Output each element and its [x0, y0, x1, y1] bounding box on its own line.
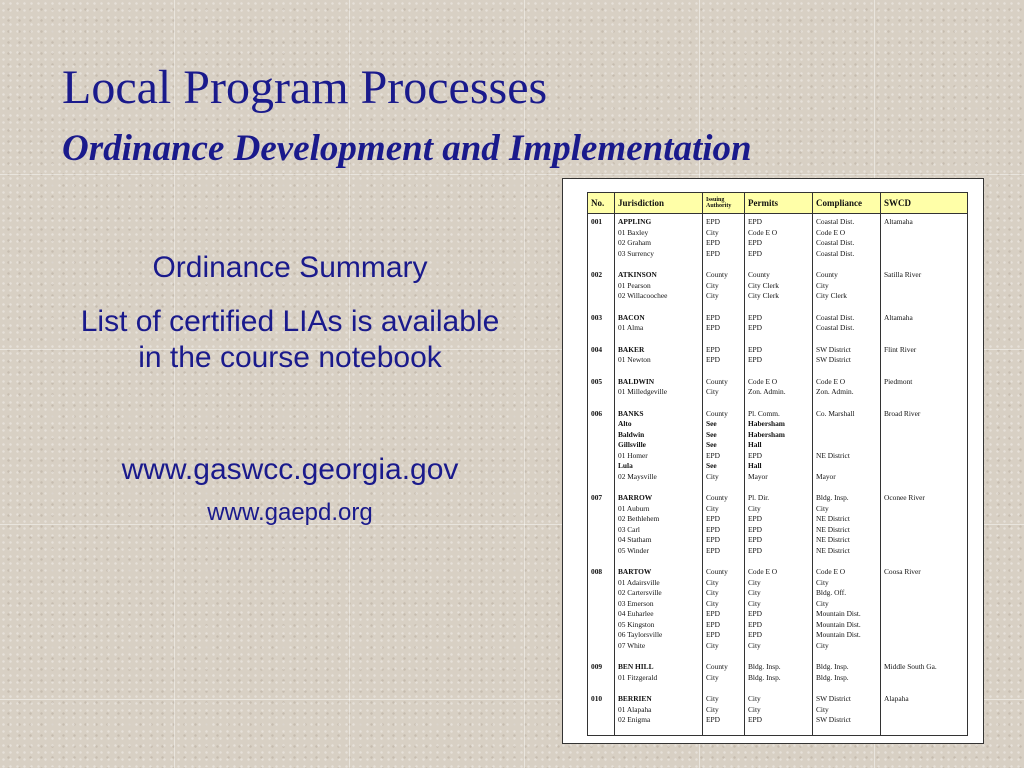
cell-compliance [813, 430, 881, 441]
cell-no [588, 609, 615, 620]
cell-issuing-authority: EPD [703, 343, 745, 356]
cell-permits: Pl. Dir. [745, 491, 813, 504]
cell-compliance: Code E O [813, 565, 881, 578]
table-row [588, 491, 968, 504]
cell-compliance: SW District [813, 343, 881, 356]
slide-subtitle: Ordinance Development and Implementation [62, 128, 752, 169]
cell-compliance: Bldg. Insp. [813, 491, 881, 504]
cell-permits: EPD [745, 525, 813, 536]
table-row [588, 514, 968, 525]
table-row [588, 620, 968, 631]
cell-no [588, 546, 615, 557]
cell-issuing-authority: City [703, 281, 745, 292]
cell-compliance: NE District [813, 514, 881, 525]
cell-permits: City [745, 504, 813, 515]
cell-compliance: Bldg. Insp. [813, 673, 881, 684]
cell-swcd [881, 451, 968, 462]
cell-jurisdiction: 01 Milledgeville [615, 387, 703, 398]
table-row [588, 451, 968, 462]
cell-compliance: NE District [813, 451, 881, 462]
cell-no [588, 281, 615, 292]
cell-swcd [881, 228, 968, 239]
cell-issuing-authority: City [703, 599, 745, 610]
cell-no: 009 [588, 660, 615, 673]
cell-jurisdiction: Gillsville [615, 440, 703, 451]
cell-no [588, 630, 615, 641]
table-row [588, 430, 968, 441]
cell-no [588, 430, 615, 441]
cell-compliance: Code E O [813, 375, 881, 388]
cell-no [588, 323, 615, 334]
cell-swcd: Piedmont [881, 375, 968, 388]
cell-jurisdiction: 01 Fitzgerald [615, 673, 703, 684]
cell-permits: EPD [745, 249, 813, 260]
cell-issuing-authority: City [703, 504, 745, 515]
cell-issuing-authority: City [703, 578, 745, 589]
cell-permits: EPD [745, 451, 813, 462]
cell-jurisdiction: 04 Euharlee [615, 609, 703, 620]
cell-permits: Pl. Comm. [745, 407, 813, 420]
cell-compliance [813, 419, 881, 430]
cell-no: 010 [588, 692, 615, 705]
table-row [588, 355, 968, 366]
cell-jurisdiction: 01 Pearson [615, 281, 703, 292]
cell-issuing-authority: City [703, 472, 745, 483]
certified-lias-note: List of certified LIAs is available in the course notebook [80, 305, 500, 374]
table-spacer-row [588, 398, 968, 407]
cell-compliance: City Clerk [813, 291, 881, 302]
header-compliance: Compliance [813, 193, 881, 214]
cell-swcd [881, 588, 968, 599]
cell-no: 001 [588, 214, 615, 228]
cell-swcd [881, 673, 968, 684]
cell-jurisdiction: 03 Surrency [615, 249, 703, 260]
cell-permits: City Clerk [745, 281, 813, 292]
cell-swcd [881, 419, 968, 430]
cell-swcd [881, 238, 968, 249]
cell-issuing-authority: See [703, 440, 745, 451]
cell-permits: City Clerk [745, 291, 813, 302]
cell-compliance: City [813, 641, 881, 652]
cell-jurisdiction: BANKS [615, 407, 703, 420]
cell-permits: City [745, 599, 813, 610]
cell-jurisdiction: 01 Alma [615, 323, 703, 334]
cell-permits: EPD [745, 535, 813, 546]
cell-no: 003 [588, 311, 615, 324]
cell-jurisdiction: 03 Carl [615, 525, 703, 536]
table-row [588, 281, 968, 292]
cell-compliance: Code E O [813, 228, 881, 239]
table-row [588, 578, 968, 589]
cell-no [588, 228, 615, 239]
cell-jurisdiction: 02 Cartersville [615, 588, 703, 599]
table-row [588, 705, 968, 716]
cell-permits: Habersham [745, 419, 813, 430]
cell-jurisdiction: 05 Winder [615, 546, 703, 557]
table-row [588, 343, 968, 356]
cell-swcd: Middle South Ga. [881, 660, 968, 673]
cell-jurisdiction: BARROW [615, 491, 703, 504]
header-issuing-authority: Issuing Authority [703, 193, 745, 214]
cell-no [588, 504, 615, 515]
cell-no [588, 525, 615, 536]
table-spacer-row [588, 302, 968, 311]
cell-issuing-authority: City [703, 673, 745, 684]
cell-jurisdiction: 01 Newton [615, 355, 703, 366]
cell-permits: City [745, 692, 813, 705]
cell-jurisdiction: 02 Graham [615, 238, 703, 249]
table-spacer-row [588, 683, 968, 692]
cell-swcd [881, 599, 968, 610]
cell-issuing-authority: County [703, 660, 745, 673]
cell-swcd [881, 461, 968, 472]
cell-no [588, 535, 615, 546]
cell-no [588, 238, 615, 249]
cell-swcd [881, 281, 968, 292]
cell-jurisdiction: Lula [615, 461, 703, 472]
table-spacer-row [588, 651, 968, 660]
cell-jurisdiction: 01 Baxley [615, 228, 703, 239]
table-row [588, 440, 968, 451]
cell-jurisdiction: 01 Auburn [615, 504, 703, 515]
cell-issuing-authority: EPD [703, 546, 745, 557]
cell-swcd: Altamaha [881, 311, 968, 324]
cell-no [588, 451, 615, 462]
cell-issuing-authority: EPD [703, 451, 745, 462]
cell-jurisdiction: 07 White [615, 641, 703, 652]
cell-no [588, 620, 615, 631]
cell-jurisdiction: ATKINSON [615, 268, 703, 281]
cell-issuing-authority: See [703, 461, 745, 472]
cell-no [588, 461, 615, 472]
table-spacer-row [588, 556, 968, 565]
cell-permits: Bldg. Insp. [745, 660, 813, 673]
cell-swcd [881, 291, 968, 302]
cell-compliance: City [813, 705, 881, 716]
cell-compliance: Bldg. Off. [813, 588, 881, 599]
cell-jurisdiction: 02 Willacoochee [615, 291, 703, 302]
table-spacer-row [588, 334, 968, 343]
cell-permits: City [745, 705, 813, 716]
cell-jurisdiction: 02 Bethlehem [615, 514, 703, 525]
table-row [588, 641, 968, 652]
cell-issuing-authority: City [703, 588, 745, 599]
cell-compliance: Mountain Dist. [813, 630, 881, 641]
table-row [588, 461, 968, 472]
cell-permits: EPD [745, 609, 813, 620]
cell-issuing-authority: See [703, 430, 745, 441]
cell-issuing-authority: County [703, 491, 745, 504]
cell-swcd [881, 609, 968, 620]
cell-jurisdiction: 06 Taylorsville [615, 630, 703, 641]
cell-jurisdiction: 02 Maysville [615, 472, 703, 483]
table-row [588, 525, 968, 536]
table-row [588, 715, 968, 726]
cell-issuing-authority: EPD [703, 525, 745, 536]
cell-compliance: Coastal Dist. [813, 249, 881, 260]
cell-compliance: Mountain Dist. [813, 620, 881, 631]
cell-no [588, 514, 615, 525]
cell-swcd [881, 715, 968, 726]
table-row [588, 609, 968, 620]
table-spacer-row [588, 259, 968, 268]
cell-issuing-authority: City [703, 692, 745, 705]
table-row [588, 535, 968, 546]
cell-issuing-authority: EPD [703, 620, 745, 631]
cell-swcd [881, 387, 968, 398]
cell-no [588, 419, 615, 430]
table-row [588, 599, 968, 610]
table-spacer-row [588, 366, 968, 375]
cell-permits: EPD [745, 343, 813, 356]
cell-issuing-authority: EPD [703, 311, 745, 324]
table-row [588, 249, 968, 260]
cell-compliance: Co. Marshall [813, 407, 881, 420]
table-row [588, 504, 968, 515]
cell-permits: EPD [745, 715, 813, 726]
cell-swcd: Altamaha [881, 214, 968, 228]
cell-permits: EPD [745, 238, 813, 249]
cell-permits: Bldg. Insp. [745, 673, 813, 684]
table-row [588, 387, 968, 398]
cell-no [588, 588, 615, 599]
gaswcc-url: www.gaswcc.georgia.gov [121, 453, 459, 486]
header-swcd: SWCD [881, 193, 968, 214]
cell-swcd: Satilla River [881, 268, 968, 281]
cell-compliance: Coastal Dist. [813, 323, 881, 334]
table-row [588, 291, 968, 302]
table-row [588, 323, 968, 334]
cell-permits: EPD [745, 514, 813, 525]
cell-no [588, 599, 615, 610]
cell-permits: Zon. Admin. [745, 387, 813, 398]
cell-issuing-authority: County [703, 565, 745, 578]
cell-issuing-authority: EPD [703, 630, 745, 641]
cell-issuing-authority: City [703, 291, 745, 302]
cell-issuing-authority: County [703, 375, 745, 388]
cell-jurisdiction: 02 Enigma [615, 715, 703, 726]
cell-swcd [881, 430, 968, 441]
cell-swcd: Oconee River [881, 491, 968, 504]
cell-swcd: Coosa River [881, 565, 968, 578]
table-row [588, 375, 968, 388]
cell-compliance: Mountain Dist. [813, 609, 881, 620]
cell-no [588, 249, 615, 260]
cell-compliance: City [813, 504, 881, 515]
cell-issuing-authority: City [703, 387, 745, 398]
table-row [588, 588, 968, 599]
cell-swcd: Flint River [881, 343, 968, 356]
cell-swcd [881, 440, 968, 451]
cell-swcd [881, 249, 968, 260]
cell-jurisdiction: BAKER [615, 343, 703, 356]
cell-jurisdiction: APPLING [615, 214, 703, 228]
table-row [588, 673, 968, 684]
ordinance-summary-heading: Ordinance Summary [152, 251, 428, 284]
cell-jurisdiction: BARTOW [615, 565, 703, 578]
cell-swcd [881, 514, 968, 525]
cell-jurisdiction: Baldwin [615, 430, 703, 441]
cell-permits: EPD [745, 311, 813, 324]
cell-no: 007 [588, 491, 615, 504]
cell-compliance: NE District [813, 535, 881, 546]
slide-title: Local Program Processes [62, 61, 548, 114]
cell-no [588, 440, 615, 451]
cell-swcd [881, 504, 968, 515]
cell-issuing-authority: EPD [703, 514, 745, 525]
header-jurisdiction: Jurisdiction [615, 193, 703, 214]
cell-issuing-authority: City [703, 228, 745, 239]
table-row [588, 565, 968, 578]
cell-permits: Code E O [745, 565, 813, 578]
cell-no: 008 [588, 565, 615, 578]
cell-compliance: Mayor [813, 472, 881, 483]
cell-no: 004 [588, 343, 615, 356]
cell-swcd [881, 578, 968, 589]
cell-permits: EPD [745, 630, 813, 641]
body-text-block [60, 250, 520, 528]
cell-issuing-authority: City [703, 705, 745, 716]
cell-jurisdiction: 01 Adairsville [615, 578, 703, 589]
cell-permits: EPD [745, 620, 813, 631]
cell-permits: Code E O [745, 375, 813, 388]
cell-swcd [881, 535, 968, 546]
table-row [588, 238, 968, 249]
cell-permits: EPD [745, 323, 813, 334]
cell-compliance: Coastal Dist. [813, 214, 881, 228]
cell-compliance: County [813, 268, 881, 281]
cell-jurisdiction: Alto [615, 419, 703, 430]
cell-issuing-authority: EPD [703, 214, 745, 228]
table-row [588, 419, 968, 430]
cell-no: 002 [588, 268, 615, 281]
cell-swcd [881, 525, 968, 536]
table-row [588, 660, 968, 673]
cell-compliance: SW District [813, 715, 881, 726]
cell-swcd [881, 620, 968, 631]
cell-permits: City [745, 641, 813, 652]
cell-permits: Mayor [745, 472, 813, 483]
cell-issuing-authority: See [703, 419, 745, 430]
cell-no [588, 705, 615, 716]
cell-compliance: Coastal Dist. [813, 238, 881, 249]
cell-jurisdiction: 01 Homer [615, 451, 703, 462]
cell-no: 006 [588, 407, 615, 420]
cell-permits: Code E O [745, 228, 813, 239]
lia-table [587, 192, 968, 736]
cell-jurisdiction: BERRIEN [615, 692, 703, 705]
cell-issuing-authority: EPD [703, 249, 745, 260]
table-header-row [588, 193, 968, 214]
table-row [588, 228, 968, 239]
lia-table-image [562, 178, 984, 744]
cell-jurisdiction: 03 Emerson [615, 599, 703, 610]
cell-permits: Habersham [745, 430, 813, 441]
cell-issuing-authority: EPD [703, 609, 745, 620]
cell-no [588, 355, 615, 366]
table-row [588, 214, 968, 228]
cell-permits: Hall [745, 461, 813, 472]
cell-issuing-authority: County [703, 268, 745, 281]
table-row [588, 546, 968, 557]
cell-issuing-authority: EPD [703, 715, 745, 726]
cell-no [588, 673, 615, 684]
cell-compliance: SW District [813, 692, 881, 705]
cell-permits: City [745, 578, 813, 589]
cell-permits: EPD [745, 214, 813, 228]
cell-compliance: Bldg. Insp. [813, 660, 881, 673]
cell-permits: EPD [745, 546, 813, 557]
cell-permits: County [745, 268, 813, 281]
cell-swcd: Alapaha [881, 692, 968, 705]
cell-no [588, 387, 615, 398]
cell-issuing-authority: EPD [703, 323, 745, 334]
cell-swcd [881, 472, 968, 483]
cell-compliance: SW District [813, 355, 881, 366]
cell-no [588, 578, 615, 589]
cell-compliance: City [813, 578, 881, 589]
cell-swcd [881, 641, 968, 652]
cell-compliance [813, 461, 881, 472]
cell-jurisdiction: BALDWIN [615, 375, 703, 388]
cell-jurisdiction: BACON [615, 311, 703, 324]
cell-no [588, 641, 615, 652]
cell-no [588, 472, 615, 483]
table-spacer-row [588, 726, 968, 736]
cell-jurisdiction: BEN HILL [615, 660, 703, 673]
table-spacer-row [588, 482, 968, 491]
table-row [588, 630, 968, 641]
cell-compliance: City [813, 599, 881, 610]
cell-swcd [881, 355, 968, 366]
header-permits: Permits [745, 193, 813, 214]
cell-permits: EPD [745, 355, 813, 366]
header-no: No. [588, 193, 615, 214]
cell-compliance: Coastal Dist. [813, 311, 881, 324]
gaepd-url: www.gaepd.org [207, 499, 373, 526]
cell-compliance: City [813, 281, 881, 292]
cell-swcd [881, 323, 968, 334]
cell-compliance: NE District [813, 525, 881, 536]
cell-swcd [881, 705, 968, 716]
cell-compliance [813, 440, 881, 451]
table-row [588, 407, 968, 420]
cell-no [588, 715, 615, 726]
table-row [588, 268, 968, 281]
cell-jurisdiction: 01 Alapaha [615, 705, 703, 716]
cell-swcd [881, 546, 968, 557]
table-row [588, 311, 968, 324]
cell-issuing-authority: County [703, 407, 745, 420]
cell-compliance: NE District [813, 546, 881, 557]
cell-jurisdiction: 05 Kingston [615, 620, 703, 631]
cell-jurisdiction: 04 Statham [615, 535, 703, 546]
cell-issuing-authority: City [703, 641, 745, 652]
cell-swcd [881, 630, 968, 641]
cell-no: 005 [588, 375, 615, 388]
cell-issuing-authority: EPD [703, 355, 745, 366]
cell-compliance: Zon. Admin. [813, 387, 881, 398]
cell-no [588, 291, 615, 302]
cell-issuing-authority: EPD [703, 535, 745, 546]
cell-swcd: Broad River [881, 407, 968, 420]
cell-permits: City [745, 588, 813, 599]
table-row [588, 692, 968, 705]
cell-issuing-authority: EPD [703, 238, 745, 249]
table-row [588, 472, 968, 483]
cell-permits: Hall [745, 440, 813, 451]
